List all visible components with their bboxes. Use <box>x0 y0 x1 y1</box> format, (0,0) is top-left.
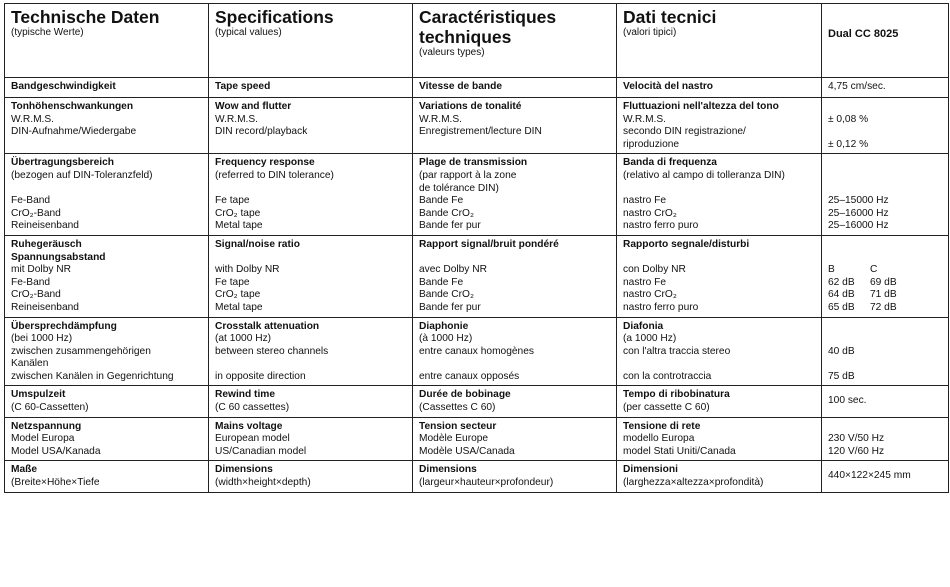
mains-value-europe: 230 V/50 Hz <box>828 433 885 445</box>
wow-label-it: Fluttuazioni nell'altezza del tono <box>623 101 779 112</box>
specifications-table <box>4 3 949 493</box>
mains-value-usa: 120 V/60 Hz <box>828 445 885 457</box>
row-mains-voltage <box>5 417 949 461</box>
mains-de-line: Model USA/Kanada <box>11 445 101 457</box>
wow-fr-line: Enregistrement/lecture DIN <box>419 126 542 138</box>
snr-values-metal <box>828 302 942 315</box>
dims-it-line: (larghezza×altezza×profondità) <box>623 477 764 489</box>
cross-it-line: con la controtraccia <box>623 370 712 382</box>
cross-it-line: (a 1000 Hz) <box>623 333 677 345</box>
mains-de-line: Model Europa <box>11 433 75 445</box>
dims-fr-line: (largeur×hauteur×profondeur) <box>419 477 554 489</box>
dims-value: 440×122×245 mm <box>828 470 911 482</box>
cross-en-line: between stereo channels <box>215 345 329 357</box>
cross-value-opposite: 75 dB <box>828 370 855 382</box>
cross-fr-line: (à 1000 Hz) <box>419 333 473 345</box>
snr-header-b: B <box>828 264 835 276</box>
snr-de-line: Reineisenband <box>11 301 79 313</box>
row-crosstalk <box>5 317 949 386</box>
snr-label-en: Signal/noise ratio <box>215 238 300 250</box>
header-de <box>5 4 209 78</box>
rewind-label-fr: Durée de bobinage <box>419 389 511 401</box>
header-de-title: Technische Daten <box>11 7 160 27</box>
freq-de-tape: CrO₂-Band <box>11 207 61 219</box>
cross-en-line: in opposite direction <box>215 370 306 382</box>
freq-label-it: Banda di frequenza <box>623 157 717 169</box>
freq-value-metal: 25–16000 Hz <box>828 220 889 232</box>
snr-value: 65 dB <box>828 301 855 313</box>
snr-label-fr: Rapport signal/bruit pondéré <box>419 238 559 250</box>
dims-label-de: Maße <box>11 464 38 476</box>
snr-value: 62 dB <box>828 276 855 288</box>
snr-label-de: Spannungsabstand <box>11 251 106 263</box>
snr-label-de: Ruhegeräusch <box>11 238 82 250</box>
header-model <box>822 4 949 78</box>
wow-en-line: DIN record/playback <box>215 126 308 138</box>
rewind-it-line: (per cassette C 60) <box>623 402 710 414</box>
mains-it-line: model Stati Uniti/Canada <box>623 445 736 457</box>
freq-value-cro2: 25–16000 Hz <box>828 207 889 219</box>
freq-de-sub: (bezogen auf DIN-Toleranzfeld) <box>11 169 153 181</box>
snr-values-cro2 <box>828 289 942 302</box>
snr-en-line: Metal tape <box>215 301 263 313</box>
cross-label-it: Diafonia <box>623 320 664 332</box>
snr-it-line: nastro Fe <box>623 276 667 288</box>
freq-fr-sub: de tolérance DIN) <box>419 182 499 194</box>
snr-it-line: nastro ferro puro <box>623 301 699 313</box>
mains-en-line: European model <box>215 433 290 445</box>
cross-value-stereo: 40 dB <box>828 345 855 357</box>
rewind-en-line: (C 60 cassettes) <box>215 402 290 414</box>
cross-label-de: Übersprechdämpfung <box>11 320 117 332</box>
speed-label-en: Tape speed <box>215 81 271 92</box>
freq-en-tape: Fe tape <box>215 195 250 207</box>
snr-header-c: C <box>870 264 878 276</box>
freq-en-sub: (referred to DIN tolerance) <box>215 169 334 181</box>
mains-it-line: modello Europa <box>623 433 695 445</box>
wow-it-line: riproduzione <box>623 138 680 150</box>
freq-en-tape: Metal tape <box>215 220 263 232</box>
snr-value: 72 dB <box>870 301 897 313</box>
wow-it-line: W.R.M.S. <box>623 113 667 125</box>
cross-fr-line: entre canaux opposés <box>419 370 520 382</box>
wow-en-line: W.R.M.S. <box>215 113 259 125</box>
row-tape-speed <box>5 78 949 98</box>
snr-value: 64 dB <box>828 289 855 301</box>
wow-label-de: Tonhöhenschwankungen <box>11 101 134 112</box>
header-it-subtitle: (valori tipici) <box>623 27 677 38</box>
header-en-subtitle: (typical values) <box>215 27 282 38</box>
snr-en-line: CrO₂ tape <box>215 289 261 301</box>
header-de-subtitle: (typische Werte) <box>11 27 84 38</box>
snr-en-line: with Dolby NR <box>215 264 280 276</box>
snr-it-line: con Dolby NR <box>623 264 686 276</box>
rewind-label-en: Rewind time <box>215 389 276 401</box>
dims-en-line: (width×height×depth) <box>215 477 311 489</box>
snr-values-fe <box>828 277 942 290</box>
freq-label-fr: Plage de transmission <box>419 157 528 169</box>
freq-label-en: Frequency response <box>215 157 315 169</box>
wow-value-wrms: ± 0,08 % <box>828 113 869 125</box>
cross-de-line: (bei 1000 Hz) <box>11 333 73 345</box>
wow-label-en: Wow and flutter <box>215 101 292 112</box>
cross-label-en: Crosstalk attenuation <box>215 320 320 332</box>
freq-fr-tape: Bande fer pur <box>419 220 481 232</box>
freq-value-fe: 25–15000 Hz <box>828 195 889 207</box>
freq-fr-tape: Bande Fe <box>419 195 464 207</box>
mains-label-fr: Tension secteur <box>419 420 497 432</box>
wow-de-line: DIN-Aufnahme/Wiedergabe <box>11 126 137 138</box>
freq-label-de: Übertragungsbereich <box>11 157 115 169</box>
snr-label-it: Rapporto segnale/disturbi <box>623 238 750 250</box>
freq-en-tape: CrO₂ tape <box>215 207 261 219</box>
wow-de-line: W.R.M.S. <box>11 113 55 125</box>
wow-label-fr: Variations de tonalité <box>419 101 522 112</box>
speed-value: 4,75 cm/sec. <box>828 81 886 92</box>
snr-de-line: mit Dolby NR <box>11 264 72 276</box>
wow-it-line: secondo DIN registrazione/ <box>623 126 746 138</box>
row-rewind-time <box>5 386 949 417</box>
mains-fr-line: Modèle Europe <box>419 433 489 445</box>
snr-column-headers <box>828 264 942 277</box>
snr-fr-line: Bande CrO₂ <box>419 289 474 301</box>
snr-value: 71 dB <box>870 289 897 301</box>
model-name: Dual CC 8025 <box>828 28 899 40</box>
header-en <box>209 4 413 78</box>
row-frequency-response <box>5 154 949 236</box>
freq-it-tape: nastro ferro puro <box>623 220 699 232</box>
rewind-value: 100 sec. <box>828 395 867 407</box>
speed-label-it: Velocità del nastro <box>623 81 714 92</box>
rewind-de-line: (C 60-Cassetten) <box>11 402 89 414</box>
row-dimensions <box>5 461 949 492</box>
mains-label-it: Tensione di rete <box>623 420 701 432</box>
freq-fr-sub: (par rapport à la zone <box>419 169 517 181</box>
dims-de-line: (Breite×Höhe×Tiefe <box>11 477 100 489</box>
freq-de-tape: Reineisenband <box>11 220 79 232</box>
wow-value-din: ± 0,12 % <box>828 138 869 150</box>
cross-de-line: zwischen Kanälen in Gegenrichtung <box>11 370 174 382</box>
rewind-fr-line: (Cassettes C 60) <box>419 402 496 414</box>
mains-fr-line: Modèle USA/Canada <box>419 445 515 457</box>
dims-label-en: Dimensions <box>215 464 273 476</box>
dims-label-it: Dimensioni <box>623 464 678 476</box>
dims-label-fr: Dimensions <box>419 464 477 476</box>
mains-label-de: Netzspannung <box>11 420 82 432</box>
rewind-label-de: Umspulzeit <box>11 389 66 401</box>
snr-it-line: nastro CrO₂ <box>623 289 677 301</box>
cross-label-fr: Diaphonie <box>419 320 469 332</box>
header-fr-subtitle: (valeurs types) <box>419 47 485 58</box>
row-signal-noise <box>5 235 949 317</box>
cross-de-line: zwischen zusammengehörigen <box>11 345 151 357</box>
header-en-title: Specifications <box>215 7 334 27</box>
header-it <box>617 4 822 78</box>
freq-fr-tape: Bande CrO₂ <box>419 207 474 219</box>
header-it-title: Dati tecnici <box>623 7 717 27</box>
freq-it-tape: nastro CrO₂ <box>623 207 677 219</box>
speed-label-fr: Vitesse de bande <box>419 81 503 92</box>
row-wow-flutter <box>5 98 949 154</box>
snr-fr-line: Bande Fe <box>419 276 464 288</box>
freq-de-tape: Fe-Band <box>11 195 51 207</box>
cross-de-line: Kanälen <box>11 358 49 370</box>
wow-fr-line: W.R.M.S. <box>419 113 463 125</box>
cross-en-line: (at 1000 Hz) <box>215 333 272 345</box>
snr-fr-line: avec Dolby NR <box>419 264 487 276</box>
snr-value: 69 dB <box>870 276 897 288</box>
header-row <box>5 4 949 78</box>
freq-it-sub: (relativo al campo di tolleranza DIN) <box>623 169 785 181</box>
snr-de-line: Fe-Band <box>11 276 51 288</box>
mains-label-en: Mains voltage <box>215 420 283 432</box>
cross-fr-line: entre canaux homogènes <box>419 345 534 357</box>
mains-en-line: US/Canadian model <box>215 445 307 457</box>
cross-it-line: con l'altra traccia stereo <box>623 345 731 357</box>
speed-label-de: Bandgeschwindigkeit <box>11 81 116 92</box>
freq-it-tape: nastro Fe <box>623 195 667 207</box>
header-fr <box>413 4 617 78</box>
snr-de-line: CrO₂-Band <box>11 289 61 301</box>
snr-fr-line: Bande fer pur <box>419 301 481 313</box>
snr-en-line: Fe tape <box>215 276 250 288</box>
rewind-label-it: Tempo di ribobinatura <box>623 389 730 401</box>
header-fr-title: Caractéristiques techniques <box>419 7 557 47</box>
